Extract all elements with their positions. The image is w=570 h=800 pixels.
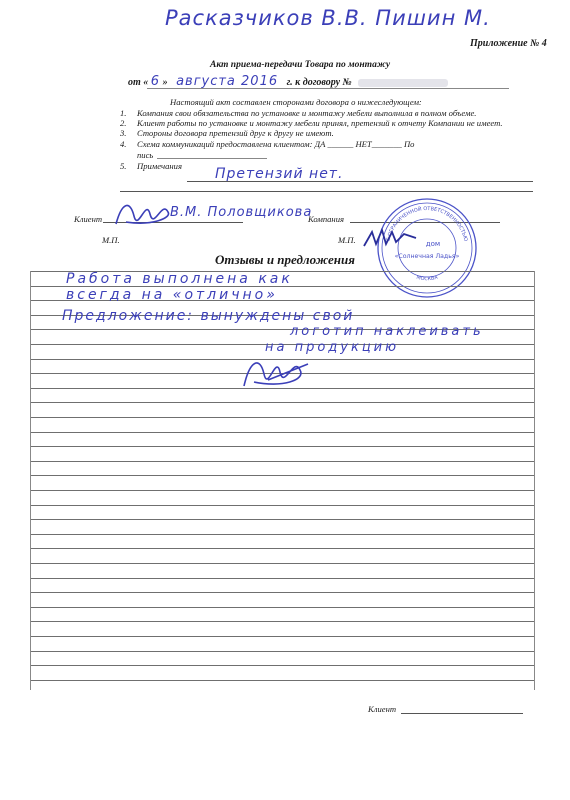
review-signature-scribble bbox=[238, 350, 318, 392]
item-5-text: Примечания bbox=[137, 161, 182, 171]
act-title: Акт приема-передачи Товара по монтажу bbox=[210, 60, 391, 70]
ruled-line bbox=[31, 475, 534, 476]
item-4-text: Схема коммуникаций предоставлена клиентом: ДА ______ НЕТ_______ По bbox=[137, 139, 415, 149]
stamp-ring-bottom-text: МОСКВА bbox=[415, 274, 439, 283]
ruled-line bbox=[31, 563, 534, 564]
stamp-center-bottom: «Солнечная Ладья» bbox=[394, 253, 460, 260]
ruled-line bbox=[31, 519, 534, 520]
ruled-line bbox=[31, 636, 534, 637]
ruled-line bbox=[31, 402, 534, 403]
ruled-line bbox=[31, 461, 534, 462]
stamp-ring-top-text: С ОГРАНИЧЕННОЙ ОТВЕТСТВЕННОСТЬЮ bbox=[385, 205, 469, 243]
item-4-continuation: пись bbox=[137, 150, 154, 160]
item-1-text: Компания свои обязательства по установке и монтажу мебели выполнила в полном объеме. bbox=[137, 108, 477, 118]
item-1-num: 1. bbox=[120, 108, 127, 118]
item-4-blank bbox=[157, 158, 267, 159]
item-3-num: 3. bbox=[120, 128, 127, 138]
item-3-text: Стороны договора претензий друг к другу не имеют. bbox=[137, 128, 334, 138]
ruled-line bbox=[31, 432, 534, 433]
mp-left-label: М.П. bbox=[102, 235, 120, 245]
ruled-line bbox=[31, 505, 534, 506]
intro-text: Настоящий акт составлен сторонами договора о нижеследующем: bbox=[170, 97, 422, 107]
item-2-text: Клиент работы по установке и монтажу мебели принял, претензий к отчету Компании не имеет. bbox=[137, 118, 503, 128]
ruled-line bbox=[31, 607, 534, 608]
date-mid: » bbox=[162, 77, 168, 88]
ruled-line bbox=[31, 592, 534, 593]
client-label: Клиент bbox=[74, 214, 103, 224]
stamp-center-top: дом bbox=[425, 240, 441, 248]
review-line-5: на продукцию bbox=[265, 340, 400, 355]
review-line-4: логотип наклеивать bbox=[290, 324, 484, 339]
ruled-line bbox=[31, 548, 534, 549]
item-2-num: 2. bbox=[120, 118, 127, 128]
ruled-line bbox=[31, 621, 534, 622]
review-line-2: всегда на «отлично» bbox=[66, 287, 278, 303]
review-line-1: Работа выполнена как bbox=[66, 271, 293, 287]
client-signature-scribble bbox=[112, 196, 178, 230]
handwritten-day: 6 bbox=[150, 74, 161, 89]
contract-number-redacted bbox=[358, 79, 448, 87]
handwritten-month: августа 2016 bbox=[176, 74, 279, 89]
item-4-num: 4. bbox=[120, 139, 127, 149]
company-label: Компания bbox=[308, 214, 344, 224]
item-4 bbox=[120, 139, 560, 151]
ruled-line bbox=[31, 446, 534, 447]
mp-right-label: М.П. bbox=[338, 235, 356, 245]
reviews-title: Отзывы и предложения bbox=[215, 252, 355, 267]
date-prefix: от « bbox=[128, 77, 149, 88]
ruled-line bbox=[31, 651, 534, 652]
ruled-line bbox=[31, 578, 534, 579]
client-handwritten-signature: В.М. Половщикова bbox=[170, 205, 313, 220]
date-underline bbox=[147, 88, 509, 89]
remarks-handwriting: Претензий нет. bbox=[215, 166, 344, 182]
appendix-label: Приложение № 4 bbox=[470, 38, 547, 49]
ruled-line bbox=[31, 490, 534, 491]
ruled-line bbox=[31, 665, 534, 666]
company-signature-scribble bbox=[362, 226, 418, 252]
ruled-line bbox=[31, 680, 534, 681]
remarks-line-2 bbox=[120, 191, 533, 192]
ruled-line bbox=[31, 534, 534, 535]
ruled-line bbox=[31, 417, 534, 418]
item-5-num: 5. bbox=[120, 161, 127, 171]
footer-client-label: Клиент bbox=[368, 704, 397, 714]
review-line-3: Предложение: вынуждены свой bbox=[62, 308, 355, 324]
date-suffix: г. к договору № bbox=[286, 77, 352, 88]
footer-client-signature-line bbox=[401, 713, 523, 714]
handwritten-names: Расказчиков В.В. Пишин М. bbox=[165, 6, 491, 30]
